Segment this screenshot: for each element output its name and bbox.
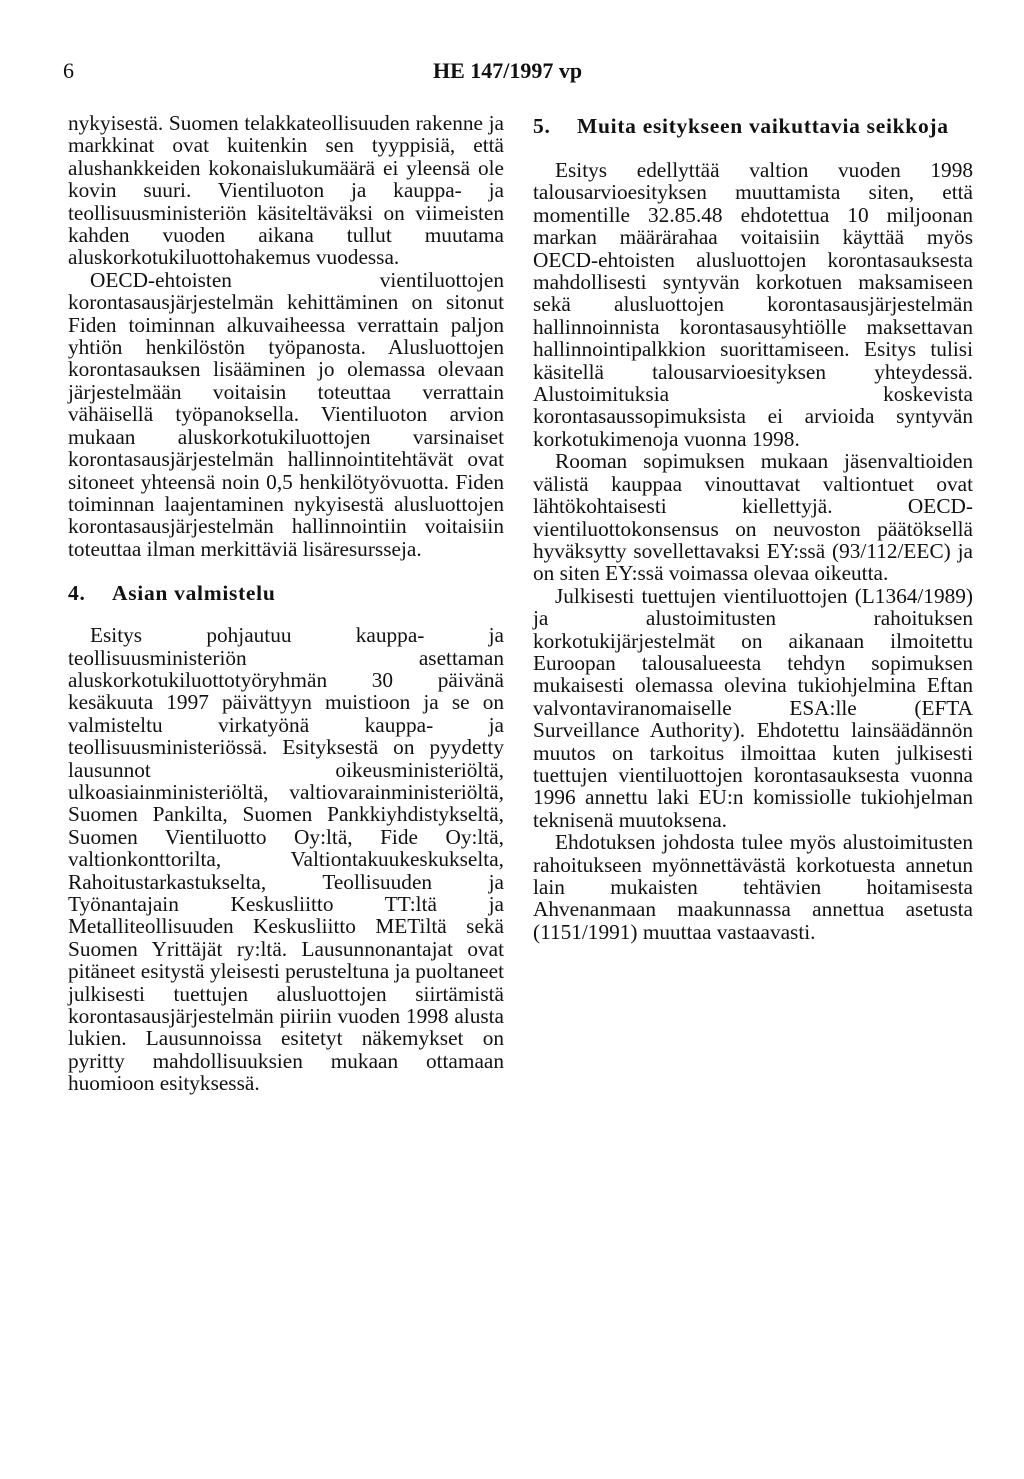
section-heading-5 [533,114,973,138]
paragraph: Esitys edellyttää valtion vuoden 1998 talousarvioesityksen muuttamista siten, että momentille 32.85.48 ehdotettua 10 miljoonan markan määrärahaa voitaisiin käyttää myös OECD-ehtoisten alusluottojen korontasauksesta mahdollisesti syntyvän korkotuen maksamiseen sekä alusluottojen korontasausjärjestelmän hallinnoinnista korontasausyhtiölle maksettavan hallinnointipalkkion suorittamiseen. Esitys tulisi käsitellä talousarvioesityksen yhteydessä. Alustoimituksia koskevista korontasaussopimuksista ei arvioida syntyvän korkotukimenoja vuonna 1998. [533,158,973,451]
paragraph: OECD-ehtoisten vientiluottojen korontasausjärjestelmän kehittäminen on sitonut Fiden toiminnan alkuvaiheessa verrattain paljon yhtiön henkilöstön työpanosta. Alusluottojen korontasauksen lisääminen jo olemassa olevaan järjestelmään voitaisin toteuttaa verrattain vähäisellä työpanoksella. Vientiluoton arvion mukaan aluskorkotukiluottojen varsinaiset korontasausjärjestelmän hallinnointitehtävät ovat sitoneet yhteensä noin 0,5 henkilötyövuotta. Fiden toiminnan laajentaminen nykyisestä alusluottojen korontasausjärjestelmän hallinnointiin voitaisiin toteuttaa ilman merkittäviä lisäresursseja. [68,267,504,561]
right-column [533,114,973,943]
section-title: Muita esitykseen vaikuttavia seikkoja [577,114,949,138]
section-title: Asian valmistelu [112,581,276,606]
document-id: HE 147/1997 vp [433,58,583,83]
section-number: 4. [68,581,86,606]
section-number: 5. [533,114,551,138]
paragraph: Rooman sopimuksen mukaan jäsenvaltioiden välistä kauppaa vinouttavat valtiontuet ovat lähtökohtaisesti kiellettyjä. OECD-vientiluottokonsensus on neuvoston päätöksellä hyväksytty sovellettavaksi EY:ssä (93/112/EEC) ja on siten EY:ssä voimassa olevaa oikeutta. [533,449,973,586]
paragraph: nykyisestä. Suomen telakkateollisuuden rakenne ja markkinat ovat kuitenkin sen tyyppisiä, että alushankkeiden kokonaislukumäärä ei yleensä ole kovin suuri. Vientiluoton ja kauppa- ja teollisuusministeriön käsiteltäväksi on viimeisten kahden vuoden aikana tullut muutama aluskorkotukiluottohakemus vuodessa. [68,111,504,270]
page-number: 6 [63,58,74,83]
paragraph: Ehdotuksen johdosta tulee myös alustoimitusten rahoitukseen myönnettävästä korkotuesta annetun lain mukaisten tehtävien hoitamisesta Ahvenanmaan maakunnassa annettua asetusta (1151/1991) muuttaa vastaavasti. [533,830,973,944]
paragraph: Esitys pohjautuu kauppa- ja teollisuusministeriön asettaman aluskorkotukiluottotyöryhmän 30 päivänä kesäkuuta 1997 päivättyyn muistioon ja se on valmisteltu virkatyönä kauppa- ja teollisuusministeriössä. Esityksestä on pyydetty lausunnot oikeusministeriöltä, ulkoasiainministeriöltä, valtiovarainministeriöltä, Suomen Pankilta, Suomen Pankkiyhdistykseltä, Suomen Vientiluotto Oy:ltä, Fide Oy:ltä, valtionkonttorilta, Valtiontakuukeskukselta, Rahoitustarkastukselta, Teollisuuden ja Työnantajain Keskusliitto TT:ltä ja Metalliteollisuuden Keskusliitto METiltä sekä Suomen Yrittäjät ry:ltä. Lausunnonantajat ovat pitäneet esitystä yleisesti perusteltuna ja puoltaneet julkisesti tuettujen alusluottojen siirtämistä korontasausjärjestelmän piiriin vuoden 1998 alusta lukien. Lausunnoissa esitetyt näkemykset on pyritty mahdollisuuksien mukaan ottamaan huomioon esityksessä. [68,623,504,1096]
section-heading-4 [68,581,504,605]
paragraph: Julkisesti tuettujen vientiluottojen (L1364/1989) ja alustoimitusten rahoituksen korkotukijärjestelmät on aikanaan ilmoitettu Euroopan talousalueesta tehdyn sopimuksen mukaisesti olemassa olevina tukiohjelmina Eftan valvontaviranomaiselle ESA:lle (EFTA Surveillance Authority). Ehdotettu lainsäädännön muutos on tarkoitus ilmoittaa kuten julkisesti tuettujen vientiluottojen korontasauksesta vuonna 1996 annettu laki EU:n komissiolle tukiohjelman teknisenä muutoksena. [533,583,973,832]
left-column [68,112,504,1095]
